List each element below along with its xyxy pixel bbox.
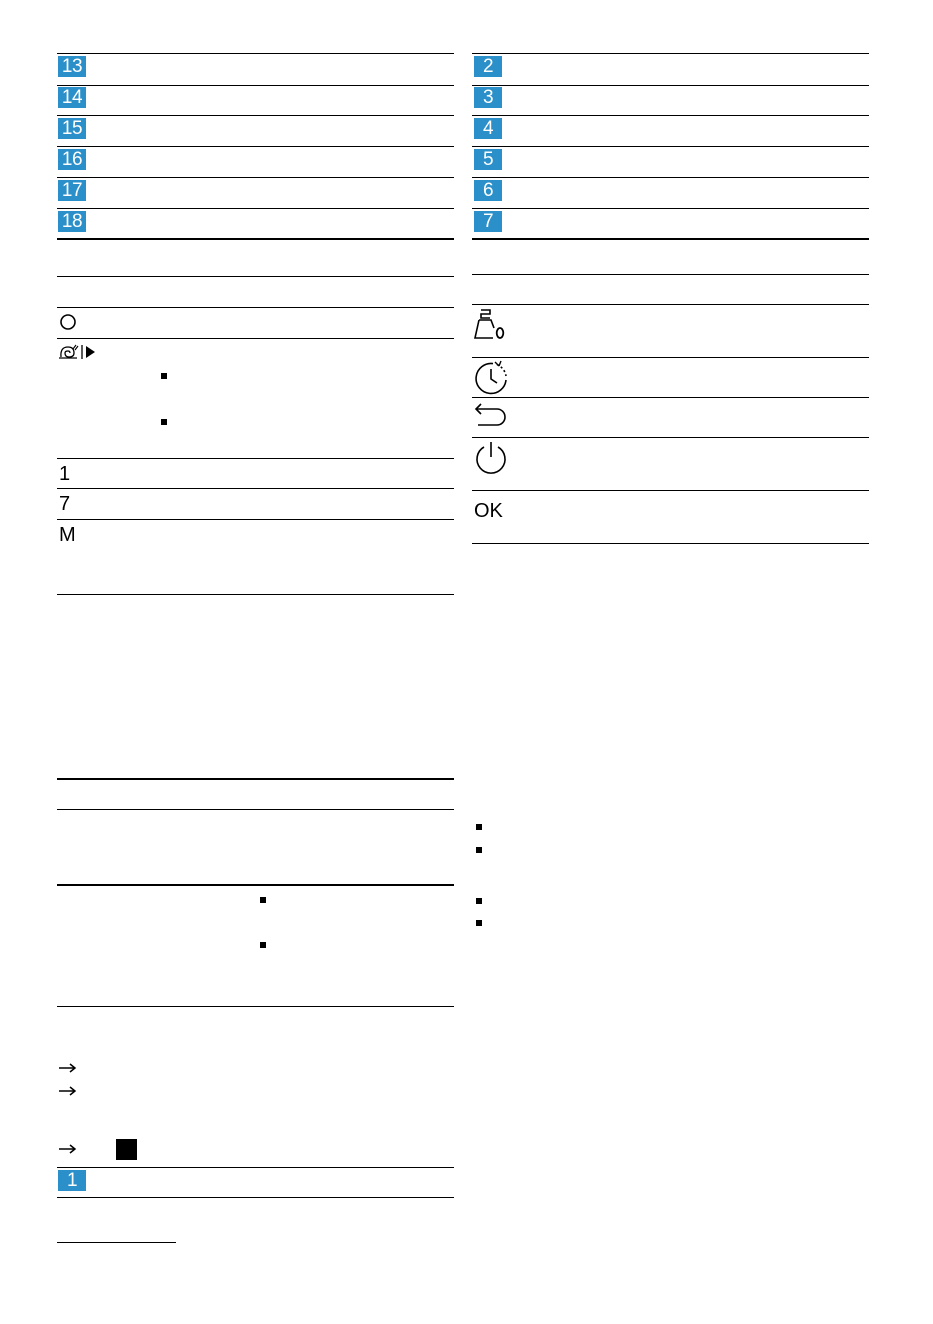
rule — [472, 304, 869, 305]
rule — [472, 357, 869, 358]
table-end-rule — [57, 238, 454, 240]
weight-icon — [473, 308, 507, 342]
badge-18: 18 — [58, 211, 86, 232]
badge-3: 3 — [474, 87, 502, 108]
rule — [472, 490, 869, 491]
footnote-rule — [57, 1242, 176, 1243]
rule — [57, 1167, 454, 1168]
rule — [472, 397, 869, 398]
rule — [57, 115, 454, 116]
bullet-square-icon — [260, 897, 266, 903]
rule — [472, 274, 869, 275]
badge-13: 13 — [58, 56, 86, 77]
bullet-square-icon — [476, 824, 482, 830]
badge-4: 4 — [474, 118, 502, 139]
bullet-square-icon — [260, 942, 266, 948]
rule — [57, 809, 454, 810]
badge-1: 1 — [58, 1170, 86, 1191]
snail-play-icon — [58, 343, 98, 361]
bullet-square-icon — [476, 898, 482, 904]
rule — [472, 146, 869, 147]
stop-square-icon — [116, 1139, 137, 1160]
rule — [472, 85, 869, 86]
rule — [57, 1197, 454, 1198]
badge-15: 15 — [58, 118, 86, 139]
rule — [57, 519, 454, 520]
circle-icon — [59, 313, 77, 331]
rule — [57, 146, 454, 147]
badge-2: 2 — [474, 56, 502, 77]
rule — [472, 543, 869, 544]
badge-17: 17 — [58, 180, 86, 201]
right-arrow-icon — [58, 1085, 78, 1097]
timer-icon — [473, 360, 509, 396]
power-icon — [473, 441, 509, 477]
rule — [57, 1006, 454, 1007]
rule — [472, 177, 869, 178]
badge-14: 14 — [58, 87, 86, 108]
rule — [57, 208, 454, 209]
rule — [57, 177, 454, 178]
rule — [472, 208, 869, 209]
badge-6: 6 — [474, 180, 502, 201]
rule — [472, 53, 869, 54]
rule — [57, 778, 454, 780]
rule — [57, 53, 454, 54]
rule — [472, 115, 869, 116]
right-arrow-icon — [58, 1062, 78, 1074]
rule — [57, 594, 454, 595]
badge-5: 5 — [474, 149, 502, 170]
bullet-square-icon — [476, 847, 482, 853]
back-arrow-icon — [473, 402, 509, 432]
right-arrow-icon — [58, 1143, 78, 1155]
key-7: 7 — [59, 493, 71, 515]
rule — [57, 307, 454, 308]
rule — [57, 85, 454, 86]
rule — [57, 884, 454, 886]
rule — [57, 338, 454, 339]
rule — [472, 437, 869, 438]
bullet-square-icon — [161, 373, 167, 379]
rule — [57, 276, 454, 277]
badge-16: 16 — [58, 149, 86, 170]
bullet-square-icon — [476, 920, 482, 926]
ok-key: OK — [474, 500, 503, 522]
key-1: 1 — [59, 463, 71, 485]
badge-7: 7 — [474, 211, 502, 232]
rule — [57, 458, 454, 459]
key-m: M — [59, 524, 76, 546]
bullet-square-icon — [161, 419, 167, 425]
rule — [57, 488, 454, 489]
table-end-rule — [472, 238, 869, 240]
